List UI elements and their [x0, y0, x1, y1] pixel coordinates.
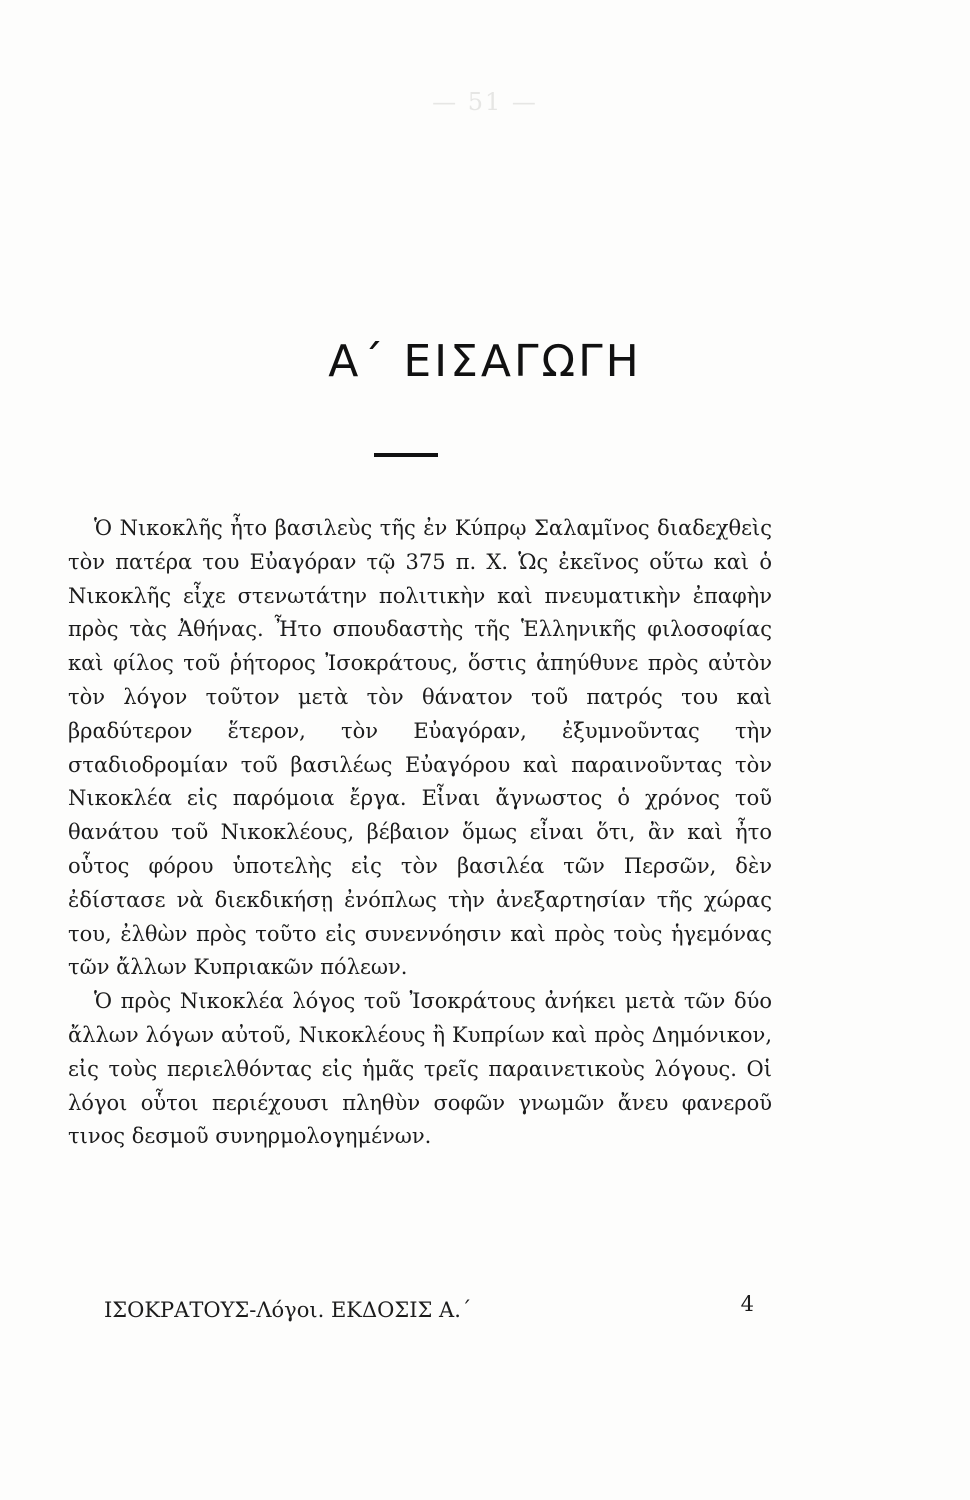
body-text — [68, 512, 772, 1154]
paragraph-1: Ὁ Νικοκλῆς ἦτο βασιλεὺς τῆς ἐν Κύπρῳ Σαλαμῖνος διαδεχθεὶς τὸν πατέρα του Εὐαγόραν τῷ 375 π. Χ. Ὡς ἐκεῖνος οὕτω καὶ ὁ Νικοκλῆς εἶχε στενωτάτην πολιτικὴν καὶ πνευματικὴν ἐπαφὴν πρὸς τὰς Ἀθήνας. Ἦτο σπουδαστὴς τῆς Ἑλληνικῆς φιλοσοφίας καὶ φίλος τοῦ ῥήτορος Ἰσοκράτους, ὅστις ἀπηύθυνε πρὸς αὐτὸν τὸν λόγον τοῦτον μετὰ τὸν θάνατον τοῦ πατρός του καὶ βραδύτερον ἕτερον, τὸν Εὐαγόραν, ἐξυμνοῦντας τὴν σταδιοδρομίαν τοῦ βασιλέως Εὐαγόρου καὶ παραινοῦντας τὸν Νικοκλέα εἰς παρόμοια ἔργα. Εἶναι ἄγνωστος ὁ χρόνος τοῦ θανάτου τοῦ Νικοκλέους, βέβαιον ὅμως εἶναι ὅτι, ἂν καὶ ἦτο οὗτος φόρου ὑποτελὴς εἰς τὸν βασιλέα τῶν Περσῶν, δὲν ἐδίστασε νὰ διεκδικήσῃ ἐνόπλως τὴν ἀνεξαρτησίαν τῆς χώρας του, ἐλθὼν πρὸς τοῦτο εἰς συνεννόησιν καὶ πρὸς τοὺς ἡγεμόνας τῶν ἄλλων Κυπριακῶν πόλεων. — [68, 516, 772, 980]
chapter-title: Α΄ ΕΙΣΑΓΩΓΗ — [328, 336, 642, 387]
title-rule — [374, 453, 438, 457]
footer-sheet-number: 4 — [740, 1292, 754, 1316]
footer-signature: ΙΣΟΚΡΑΤΟΥΣ-Λόγοι. ΕΚΔΟΣΙΣ Α.΄ — [104, 1298, 472, 1322]
page-footer — [104, 1292, 754, 1328]
show-through-page-number: — 51 — — [432, 88, 538, 116]
paragraph-2: Ὁ πρὸς Νικοκλέα λόγος τοῦ Ἰσοκράτους ἀνήκει μετὰ τῶν δύο ἄλλων λόγων αὐτοῦ, Νικοκλέους ἢ Κυπρίων καὶ πρὸς Δημόνικον, εἰς τοὺς περιελθόντας εἰς ἡμᾶς τρεῖς παραινετικοὺς λόγους. Οἱ λόγοι οὗτοι περιέχουσι πληθὺν σοφῶν γνωμῶν ἄνευ φανεροῦ τινος δεσμοῦ συνηρμολογημένων. — [68, 989, 772, 1149]
